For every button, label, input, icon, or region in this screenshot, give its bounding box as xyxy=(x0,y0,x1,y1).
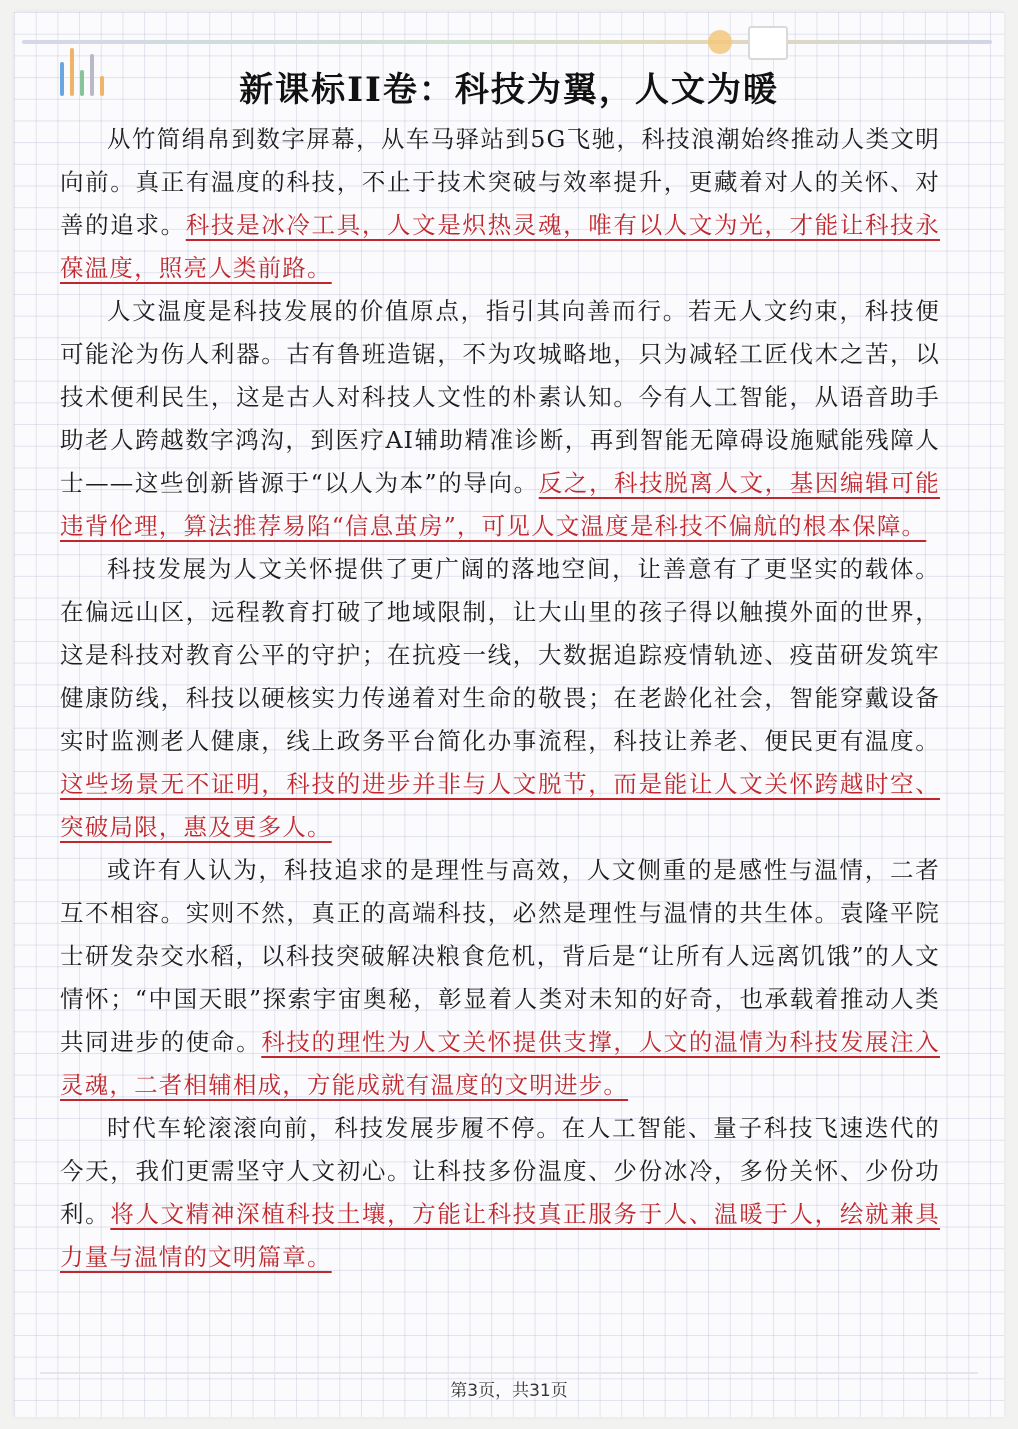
essay-title: 新课标II卷：科技为翼，人文为暖 xyxy=(239,70,779,110)
paragraph-5 xyxy=(60,1107,940,1279)
page-number: 第3页，共31页 xyxy=(450,1381,568,1401)
paragraph-4 xyxy=(60,849,940,1107)
paragraph-2-highlight: 反之，科技脱离人文，基因编辑可能违背伦理，算法推荐易陷“信息茧房”，可见人文温度是科技不偏航的根本保障。 xyxy=(60,469,941,540)
paragraph-1-text: 从竹简绢帛到数字屏幕，从车马驿站到5G飞驰，科技浪潮始终推动人类文明向前。真正有温度的科技，不止于技术突破与效率提升，更藏着对人的关怀、对善的追求。 xyxy=(60,125,940,239)
paragraph-5-highlight: 将人文精神深植科技土壤，方能让科技真正服务于人、温暖于人，绘就兼具力量与温情的文明篇章。 xyxy=(60,1200,940,1271)
paragraph-3 xyxy=(60,548,940,849)
paragraph-1-highlight: 科技是冰冷工具，人文是炽热灵魂，唯有以人文为光，才能让科技永葆温度，照亮人类前路。 xyxy=(60,211,941,282)
paragraph-3-highlight: 这些场景无不证明，科技的进步并非与人文脱节，而是能让人文关怀跨越时空、突破局限，惠及更多人。 xyxy=(60,770,940,841)
paragraph-1 xyxy=(60,118,940,290)
paragraph-4-text: 或许有人认为，科技追求的是理性与高效，人文侧重的是感性与温情，二者互不相容。实则不然，真正的高端科技，必然是理性与温情的共生体。袁隆平院士研发杂交水稻，以科技突破解决粮食危机，背后是“让所有人远离饥饿”的人文情怀；“中国天眼”探索宇宙奥秘，彰显着人类对未知的好奇，也承载着推动人类共同进步的使命。 xyxy=(60,856,940,1056)
paragraph-2 xyxy=(60,290,940,548)
header-decoration-square xyxy=(748,26,788,60)
footer-divider xyxy=(40,1372,978,1374)
header-decoration-line xyxy=(22,40,992,44)
paragraph-2-text: 人文温度是科技发展的价值原点，指引其向善而行。若无人文约束，科技便可能沦为伤人利器。古有鲁班造锯，不为攻城略地，只为减轻工匠伐木之苦，以技术便利民生，这是古人对科技人文性的朴素认知。今有人工智能，从语音助手助老人跨越数字鸿沟，到医疗AI辅助精准诊断，再到智能无障碍设施赋能残障人士——这些创新皆源于“以人为本”的导向。 xyxy=(60,297,940,497)
header-decoration-dot xyxy=(708,30,732,54)
paragraph-5-text: 时代车轮滚滚向前，科技发展步履不停。在人工智能、量子科技飞速迭代的今天，我们更需坚守人文初心。让科技多份温度、少份冰冷，多份关怀、少份功利。 xyxy=(60,1114,940,1228)
paragraph-4-highlight: 科技的理性为人文关怀提供支撑，人文的温情为科技发展注入灵魂，二者相辅相成，方能成就有温度的文明进步。 xyxy=(60,1028,940,1099)
paragraph-3-text: 科技发展为人文关怀提供了更广阔的落地空间，让善意有了更坚实的载体。在偏远山区，远程教育打破了地域限制，让大山里的孩子得以触摸外面的世界，这是科技对教育公平的守护；在抗疫一线，大数据追踪疫情轨迹、疫苗研发筑牢健康防线，科技以硬核实力传递着对生命的敬畏；在老龄化社会，智能穿戴设备实时监测老人健康，线上政务平台简化办事流程，科技让养老、便民更有温度。 xyxy=(60,555,940,755)
essay-body xyxy=(60,118,940,1279)
